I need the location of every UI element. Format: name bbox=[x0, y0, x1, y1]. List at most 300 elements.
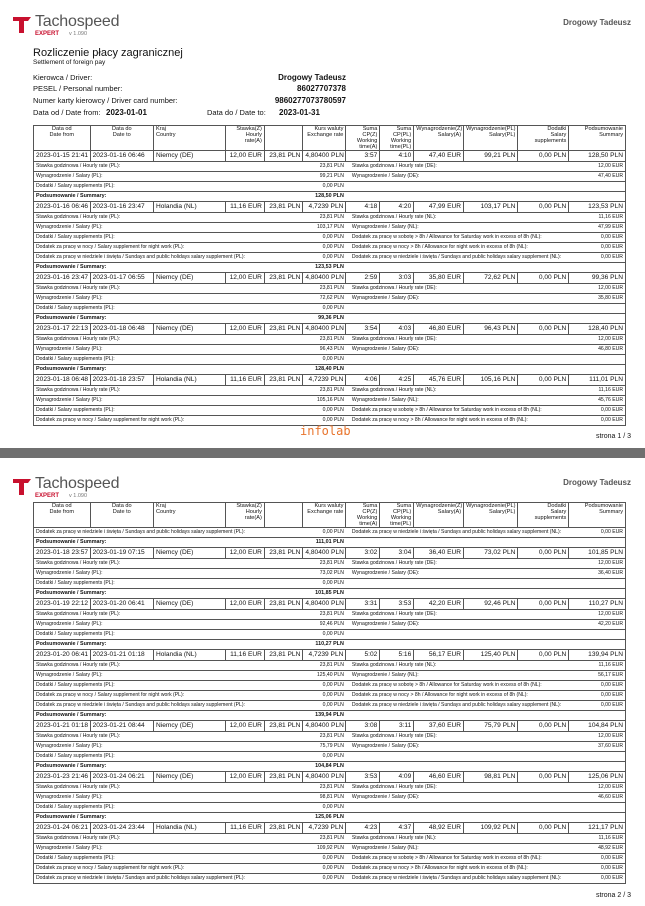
cell-sal-a: 56,17 EUR bbox=[414, 650, 464, 661]
cell-sal-a: 37,60 EUR bbox=[414, 721, 464, 732]
logo-title: Tachospeed bbox=[35, 13, 120, 30]
summary-row bbox=[34, 762, 626, 772]
summary-row bbox=[34, 640, 626, 650]
detail-value-foreign: 0,00 EUR bbox=[569, 253, 626, 263]
detail-value-pl: 0,00 PLN bbox=[303, 243, 346, 253]
logo-subtitle: EXPERT bbox=[35, 31, 60, 37]
detail-label-pl: Podsumowanie / Summary: bbox=[34, 762, 303, 772]
cell-fx: 4,80400 PLN bbox=[303, 273, 346, 284]
detail-label-foreign: Dodatek za pracę w sobotę > 8h / Allowance for Saturday work in excess of 8h (NL): bbox=[346, 854, 569, 864]
cell-sal-a: 45,76 EUR bbox=[414, 375, 464, 386]
cell-supp: 0,00 PLN bbox=[518, 202, 569, 213]
detail-label-pl: Stawka godzinowa / Hourly rate (PL): bbox=[34, 335, 303, 345]
detail-value-foreign: 0,00 EUR bbox=[569, 854, 626, 864]
table-row bbox=[34, 202, 626, 213]
detail-value-pl: 23,81 PLN bbox=[303, 834, 346, 844]
detail-value-foreign bbox=[569, 752, 626, 762]
detail-label-foreign bbox=[346, 630, 569, 640]
detail-value-foreign: 35,80 EUR bbox=[569, 294, 626, 304]
column-header-date-to: Data do Date to bbox=[90, 126, 153, 151]
summary-row bbox=[34, 263, 626, 273]
detail-value-pl: 101,85 PLN bbox=[303, 589, 346, 599]
detail-label-pl: Wynagrodzenie / Salary (PL): bbox=[34, 294, 303, 304]
column-header-summary: Podsumowanie Summary bbox=[569, 126, 626, 151]
detail-label-foreign: Wynagrodzenie / Salary (NL): bbox=[346, 671, 569, 681]
header-driver-name: Drogowy Tadeusz bbox=[563, 478, 631, 487]
column-header-work-pl: Suma CP(PL) Working time(PL) bbox=[380, 126, 414, 151]
detail-row bbox=[34, 681, 626, 691]
tachospeed-logo-icon bbox=[12, 476, 32, 496]
cell-time-pl: 3:04 bbox=[380, 548, 414, 559]
cell-to: 2023-01-18 06:48 bbox=[90, 324, 153, 335]
cell-sal-a: 46,60 EUR bbox=[414, 772, 464, 783]
cell-to: 2023-01-24 06:21 bbox=[90, 772, 153, 783]
date-from-label: Data od / Date from: bbox=[33, 108, 101, 117]
detail-label-foreign bbox=[346, 640, 569, 650]
detail-value-pl: 103,17 PLN bbox=[303, 223, 346, 233]
settlement-table-page-1 bbox=[33, 125, 626, 426]
detail-value-foreign: 0,00 EUR bbox=[569, 701, 626, 711]
detail-label-pl: Dodatek za pracę w nocy / Salary supplement for night work (PL): bbox=[34, 864, 303, 874]
column-header-country: Kraj Country bbox=[153, 126, 225, 151]
detail-value-foreign: 11,16 EUR bbox=[569, 213, 626, 223]
cell-fx: 4,80400 PLN bbox=[303, 599, 346, 610]
cell-from: 2023-01-18 23:57 bbox=[34, 548, 91, 559]
detail-value-foreign bbox=[569, 355, 626, 365]
cell-rate-pl: 23,81 PLN bbox=[264, 599, 302, 610]
cell-country: Niemcy (DE) bbox=[153, 599, 225, 610]
cell-sal-pl: 72,62 PLN bbox=[464, 273, 518, 284]
cell-rate-a: 12,00 EUR bbox=[226, 599, 264, 610]
detail-row bbox=[34, 406, 626, 416]
detail-value-foreign: 36,40 EUR bbox=[569, 569, 626, 579]
date-to-label: Data do / Date to: bbox=[207, 108, 266, 117]
cell-from: 2023-01-19 22:12 bbox=[34, 599, 91, 610]
detail-label-pl: Stawka godzinowa / Hourly rate (PL): bbox=[34, 213, 303, 223]
cell-sal-a: 47,40 EUR bbox=[414, 151, 464, 162]
report-page-1 bbox=[0, 0, 645, 448]
detail-value-foreign bbox=[569, 762, 626, 772]
detail-row bbox=[34, 732, 626, 742]
card-value: 9860277073780597 bbox=[274, 96, 346, 105]
detail-row bbox=[34, 386, 626, 396]
settlement-table-page-2 bbox=[33, 502, 626, 884]
detail-label-foreign: Dodatek za pracę w sobotę > 8h / Allowance for Saturday work in excess of 8h (NL): bbox=[346, 406, 569, 416]
cell-to: 2023-01-21 08:44 bbox=[90, 721, 153, 732]
detail-value-pl: 92,46 PLN bbox=[303, 620, 346, 630]
page-number: strona 2 / 3 bbox=[595, 892, 631, 899]
detail-row bbox=[34, 671, 626, 681]
cell-fx: 4,80400 PLN bbox=[303, 721, 346, 732]
cell-sal-a: 36,40 EUR bbox=[414, 548, 464, 559]
cell-supp: 0,00 PLN bbox=[518, 772, 569, 783]
cell-rate-a: 11,16 EUR bbox=[226, 202, 264, 213]
detail-label-pl: Dodatek za pracę w niedziele i święta / Sundays and public holidays salary supplement (PL): bbox=[34, 874, 303, 884]
summary-row bbox=[34, 365, 626, 375]
detail-value-foreign: 0,00 EUR bbox=[569, 233, 626, 243]
table-row bbox=[34, 772, 626, 783]
detail-value-pl: 23,81 PLN bbox=[303, 732, 346, 742]
cell-sal-pl: 92,46 PLN bbox=[464, 599, 518, 610]
detail-label-foreign: Stawka godzinowa / Hourly rate (NL): bbox=[346, 213, 569, 223]
cell-time-a: 4:06 bbox=[346, 375, 380, 386]
detail-row bbox=[34, 233, 626, 243]
cell-sum: 101,85 PLN bbox=[569, 548, 626, 559]
detail-label-foreign bbox=[346, 365, 569, 375]
detail-value-foreign bbox=[569, 640, 626, 650]
detail-label-foreign: Wynagrodzenie / Salary (DE): bbox=[346, 172, 569, 182]
detail-label-foreign: Stawka godzinowa / Hourly rate (NL): bbox=[346, 386, 569, 396]
detail-label-pl: Podsumowanie / Summary: bbox=[34, 711, 303, 721]
detail-row bbox=[34, 304, 626, 314]
cell-sum: 128,40 PLN bbox=[569, 324, 626, 335]
cell-time-pl: 3:03 bbox=[380, 273, 414, 284]
detail-value-pl: 0,00 PLN bbox=[303, 406, 346, 416]
detail-label-foreign bbox=[346, 589, 569, 599]
detail-label-foreign: Stawka godzinowa / Hourly rate (DE): bbox=[346, 162, 569, 172]
detail-label-pl: Podsumowanie / Summary: bbox=[34, 263, 303, 273]
detail-label-pl: Dodatki / Salary supplements (PL): bbox=[34, 233, 303, 243]
detail-label-foreign bbox=[346, 579, 569, 589]
table-row bbox=[34, 375, 626, 386]
detail-row bbox=[34, 610, 626, 620]
detail-value-pl: 23,81 PLN bbox=[303, 661, 346, 671]
detail-value-pl: 128,40 PLN bbox=[303, 365, 346, 375]
detail-label-foreign bbox=[346, 263, 569, 273]
column-header-supplements: Dodatki Salary supplements bbox=[518, 503, 569, 528]
detail-label-pl: Wynagrodzenie / Salary (PL): bbox=[34, 620, 303, 630]
column-header-hourly-eur: Stawka(Z) Hourly rate(A) bbox=[226, 503, 264, 528]
detail-label-foreign: Wynagrodzenie / Salary (DE): bbox=[346, 569, 569, 579]
cell-fx: 4,7239 PLN bbox=[303, 650, 346, 661]
cell-fx: 4,7239 PLN bbox=[303, 202, 346, 213]
detail-value-pl: 23,81 PLN bbox=[303, 335, 346, 345]
detail-value-foreign bbox=[569, 314, 626, 324]
detail-value-foreign bbox=[569, 630, 626, 640]
detail-value-pl: 23,81 PLN bbox=[303, 162, 346, 172]
detail-label-pl: Podsumowanie / Summary: bbox=[34, 813, 303, 823]
detail-value-pl: 0,00 PLN bbox=[303, 182, 346, 192]
summary-row bbox=[34, 813, 626, 823]
logo-version: v 1.090 bbox=[69, 31, 88, 37]
logo-subtitle: EXPERT bbox=[35, 493, 60, 499]
detail-value-foreign: 12,00 EUR bbox=[569, 162, 626, 172]
detail-value-pl: 0,00 PLN bbox=[303, 752, 346, 762]
detail-label-foreign bbox=[346, 762, 569, 772]
detail-label-foreign: Dodatek za pracę w sobotę > 8h / Allowance for Saturday work in excess of 8h (NL): bbox=[346, 233, 569, 243]
cell-from: 2023-01-24 06:21 bbox=[34, 823, 91, 834]
date-from-value: 2023-01-01 bbox=[106, 108, 147, 117]
cell-time-pl: 4:37 bbox=[380, 823, 414, 834]
detail-label-foreign: Dodatek za pracę w niedziele i święta / Sundays and public holidays salary supplement (NL): bbox=[346, 874, 569, 884]
detail-label-pl: Dodatki / Salary supplements (PL): bbox=[34, 752, 303, 762]
detail-value-pl: 0,00 PLN bbox=[303, 253, 346, 263]
cell-country: Holandia (NL) bbox=[153, 375, 225, 386]
detail-value-pl: 125,06 PLN bbox=[303, 813, 346, 823]
cell-to: 2023-01-21 01:18 bbox=[90, 650, 153, 661]
cell-sal-pl: 109,92 PLN bbox=[464, 823, 518, 834]
tachospeed-logo bbox=[12, 12, 122, 42]
table-row bbox=[34, 324, 626, 335]
cell-to: 2023-01-16 06:46 bbox=[90, 151, 153, 162]
cell-country: Niemcy (DE) bbox=[153, 324, 225, 335]
cell-to: 2023-01-20 06:41 bbox=[90, 599, 153, 610]
detail-value-foreign bbox=[569, 579, 626, 589]
cell-country: Niemcy (DE) bbox=[153, 151, 225, 162]
cell-rate-pl: 23,81 PLN bbox=[264, 375, 302, 386]
detail-label-foreign: Stawka godzinowa / Hourly rate (DE): bbox=[346, 783, 569, 793]
detail-label-pl: Dodatek za pracę w nocy / Salary supplement for night work (PL): bbox=[34, 691, 303, 701]
detail-label-pl: Stawka godzinowa / Hourly rate (PL): bbox=[34, 386, 303, 396]
detail-row bbox=[34, 559, 626, 569]
detail-row bbox=[34, 223, 626, 233]
detail-value-pl: 0,00 PLN bbox=[303, 355, 346, 365]
table-row bbox=[34, 721, 626, 732]
table-header-row bbox=[34, 126, 626, 151]
detail-value-pl: 139,94 PLN bbox=[303, 711, 346, 721]
cell-fx: 4,7239 PLN bbox=[303, 375, 346, 386]
detail-label-pl: Wynagrodzenie / Salary (PL): bbox=[34, 172, 303, 182]
cell-from: 2023-01-23 21:46 bbox=[34, 772, 91, 783]
detail-value-pl: 105,16 PLN bbox=[303, 396, 346, 406]
detail-value-pl: 125,40 PLN bbox=[303, 671, 346, 681]
column-header-hourly-eur: Stawka(Z) Hourly rate(A) bbox=[226, 126, 264, 151]
detail-label-pl: Dodatki / Salary supplements (PL): bbox=[34, 803, 303, 813]
document-title: Rozliczenie płacy zagranicznej bbox=[33, 47, 183, 59]
detail-label-foreign bbox=[346, 538, 569, 548]
detail-label-foreign: Dodatek za pracę w nocy > 8h / Allowance for night work in excess of 8h (NL): bbox=[346, 864, 569, 874]
detail-value-foreign: 12,00 EUR bbox=[569, 732, 626, 742]
cell-sal-pl: 75,79 PLN bbox=[464, 721, 518, 732]
cell-supp: 0,00 PLN bbox=[518, 721, 569, 732]
detail-label-pl: Wynagrodzenie / Salary (PL): bbox=[34, 844, 303, 854]
detail-label-pl: Wynagrodzenie / Salary (PL): bbox=[34, 223, 303, 233]
detail-label-pl: Podsumowanie / Summary: bbox=[34, 538, 303, 548]
cell-time-a: 4:23 bbox=[346, 823, 380, 834]
detail-label-foreign bbox=[346, 752, 569, 762]
detail-value-foreign: 0,00 EUR bbox=[569, 528, 626, 538]
detail-label-pl: Podsumowanie / Summary: bbox=[34, 365, 303, 375]
cell-time-pl: 4:20 bbox=[380, 202, 414, 213]
column-header-exchange: Kurs waluty Exchange rate bbox=[303, 503, 346, 528]
detail-label-foreign bbox=[346, 304, 569, 314]
cell-to: 2023-01-17 06:55 bbox=[90, 273, 153, 284]
detail-label-pl: Dodatek za pracę w nocy / Salary supplement for night work (PL): bbox=[34, 416, 303, 426]
cell-sal-pl: 103,17 PLN bbox=[464, 202, 518, 213]
detail-value-foreign: 56,17 EUR bbox=[569, 671, 626, 681]
detail-row bbox=[34, 213, 626, 223]
detail-label-pl: Dodatek za pracę w niedziele i święta / Sundays and public holidays salary supplement (PL): bbox=[34, 701, 303, 711]
cell-rate-a: 12,00 EUR bbox=[226, 772, 264, 783]
detail-value-pl: 111,01 PLN bbox=[303, 538, 346, 548]
summary-row bbox=[34, 192, 626, 202]
column-header-supplements: Dodatki Salary supplements bbox=[518, 126, 569, 151]
detail-value-foreign bbox=[569, 365, 626, 375]
detail-label-foreign: Wynagrodzenie / Salary (DE): bbox=[346, 294, 569, 304]
detail-value-foreign: 0,00 EUR bbox=[569, 406, 626, 416]
detail-label-pl: Wynagrodzenie / Salary (PL): bbox=[34, 742, 303, 752]
cell-from: 2023-01-18 06:48 bbox=[34, 375, 91, 386]
detail-label-foreign: Wynagrodzenie / Salary (NL): bbox=[346, 396, 569, 406]
detail-label-pl: Wynagrodzenie / Salary (PL): bbox=[34, 671, 303, 681]
detail-row bbox=[34, 253, 626, 263]
cell-time-pl: 4:10 bbox=[380, 151, 414, 162]
table-row bbox=[34, 599, 626, 610]
cell-from: 2023-01-21 01:18 bbox=[34, 721, 91, 732]
detail-label-foreign bbox=[346, 711, 569, 721]
cell-to: 2023-01-19 07:15 bbox=[90, 548, 153, 559]
detail-label-pl: Podsumowanie / Summary: bbox=[34, 192, 303, 202]
detail-row bbox=[34, 701, 626, 711]
column-header-date-from: Data od Date from bbox=[34, 503, 91, 528]
detail-row bbox=[34, 752, 626, 762]
cell-sal-a: 46,80 EUR bbox=[414, 324, 464, 335]
summary-row bbox=[34, 314, 626, 324]
detail-label-pl: Stawka godzinowa / Hourly rate (PL): bbox=[34, 559, 303, 569]
detail-label-pl: Dodatek za pracę w niedziele i święta / Sundays and public holidays salary supplement (PL): bbox=[34, 528, 303, 538]
cell-fx: 4,80400 PLN bbox=[303, 548, 346, 559]
column-header-exchange: Kurs waluty Exchange rate bbox=[303, 126, 346, 151]
cell-fx: 4,80400 PLN bbox=[303, 151, 346, 162]
detail-label-pl: Dodatki / Salary supplements (PL): bbox=[34, 304, 303, 314]
cell-to: 2023-01-18 23:57 bbox=[90, 375, 153, 386]
detail-value-pl: 72,62 PLN bbox=[303, 294, 346, 304]
detail-value-pl: 109,92 PLN bbox=[303, 844, 346, 854]
detail-label-pl: Dodatki / Salary supplements (PL): bbox=[34, 681, 303, 691]
date-to-value: 2023-01-31 bbox=[279, 108, 320, 117]
cell-supp: 0,00 PLN bbox=[518, 548, 569, 559]
detail-value-pl: 0,00 PLN bbox=[303, 803, 346, 813]
detail-value-foreign bbox=[569, 711, 626, 721]
detail-row bbox=[34, 284, 626, 294]
detail-label-pl: Podsumowanie / Summary: bbox=[34, 640, 303, 650]
cell-rate-pl: 23,81 PLN bbox=[264, 772, 302, 783]
detail-row bbox=[34, 793, 626, 803]
card-label: Numer karty kierowcy / Driver card number: bbox=[33, 96, 178, 105]
column-header-work-z: Suma CP(Z) Working time(A) bbox=[346, 126, 380, 151]
pesel-value: 86027707378 bbox=[297, 84, 346, 93]
detail-row bbox=[34, 182, 626, 192]
detail-label-foreign: Stawka godzinowa / Hourly rate (NL): bbox=[346, 834, 569, 844]
header-driver-name: Drogowy Tadeusz bbox=[563, 18, 631, 27]
cell-from: 2023-01-16 23:47 bbox=[34, 273, 91, 284]
cell-time-a: 3:02 bbox=[346, 548, 380, 559]
detail-value-pl: 23,81 PLN bbox=[303, 284, 346, 294]
detail-label-pl: Dodatki / Salary supplements (PL): bbox=[34, 182, 303, 192]
detail-label-foreign bbox=[346, 803, 569, 813]
column-header-summary: Podsumowanie Summary bbox=[569, 503, 626, 528]
cell-supp: 0,00 PLN bbox=[518, 823, 569, 834]
detail-label-pl: Wynagrodzenie / Salary (PL): bbox=[34, 396, 303, 406]
detail-value-foreign bbox=[569, 263, 626, 273]
cell-country: Holandia (NL) bbox=[153, 823, 225, 834]
cell-fx: 4,7239 PLN bbox=[303, 823, 346, 834]
detail-label-foreign bbox=[346, 182, 569, 192]
detail-value-pl: 23,81 PLN bbox=[303, 559, 346, 569]
cell-time-pl: 3:11 bbox=[380, 721, 414, 732]
table-row bbox=[34, 273, 626, 284]
detail-value-pl: 104,84 PLN bbox=[303, 762, 346, 772]
detail-label-pl: Podsumowanie / Summary: bbox=[34, 589, 303, 599]
cell-sum: 128,50 PLN bbox=[569, 151, 626, 162]
cell-sal-a: 47,99 EUR bbox=[414, 202, 464, 213]
detail-row bbox=[34, 579, 626, 589]
cell-sal-pl: 99,21 PLN bbox=[464, 151, 518, 162]
detail-value-foreign: 12,00 EUR bbox=[569, 284, 626, 294]
detail-label-pl: Stawka godzinowa / Hourly rate (PL): bbox=[34, 732, 303, 742]
detail-row bbox=[34, 396, 626, 406]
detail-row bbox=[34, 243, 626, 253]
detail-label-pl: Dodatki / Salary supplements (PL): bbox=[34, 854, 303, 864]
cell-country: Holandia (NL) bbox=[153, 202, 225, 213]
detail-label-pl: Wynagrodzenie / Salary (PL): bbox=[34, 569, 303, 579]
detail-value-foreign bbox=[569, 192, 626, 202]
detail-label-pl: Dodatek za pracę w niedziele i święta / Sundays and public holidays salary supplement (PL): bbox=[34, 253, 303, 263]
detail-label-pl: Stawka godzinowa / Hourly rate (PL): bbox=[34, 661, 303, 671]
cell-rate-pl: 23,81 PLN bbox=[264, 548, 302, 559]
column-header-date-to: Data do Date to bbox=[90, 503, 153, 528]
detail-value-pl: 23,81 PLN bbox=[303, 783, 346, 793]
cell-time-a: 4:18 bbox=[346, 202, 380, 213]
detail-label-pl: Dodatki / Salary supplements (PL): bbox=[34, 355, 303, 365]
pesel-label: PESEL / Personal number: bbox=[33, 84, 123, 93]
detail-row bbox=[34, 172, 626, 182]
detail-value-foreign: 0,00 EUR bbox=[569, 691, 626, 701]
detail-value-foreign: 12,00 EUR bbox=[569, 335, 626, 345]
cell-rate-a: 12,00 EUR bbox=[226, 273, 264, 284]
cell-supp: 0,00 PLN bbox=[518, 324, 569, 335]
cell-rate-a: 11,16 EUR bbox=[226, 823, 264, 834]
detail-value-foreign: 11,16 EUR bbox=[569, 661, 626, 671]
detail-label-pl: Wynagrodzenie / Salary (PL): bbox=[34, 793, 303, 803]
driver-value: Drogowy Tadeusz bbox=[278, 73, 346, 82]
detail-label-foreign: Dodatek za pracę w nocy > 8h / Allowance for night work in excess of 8h (NL): bbox=[346, 416, 569, 426]
column-header-salary-pl: Wynagrodzenie(PL) Salary(PL) bbox=[464, 503, 518, 528]
detail-value-pl: 0,00 PLN bbox=[303, 528, 346, 538]
detail-value-pl: 0,00 PLN bbox=[303, 701, 346, 711]
cell-country: Niemcy (DE) bbox=[153, 721, 225, 732]
detail-value-foreign bbox=[569, 813, 626, 823]
cell-sal-a: 48,92 EUR bbox=[414, 823, 464, 834]
detail-value-foreign: 45,76 EUR bbox=[569, 396, 626, 406]
detail-value-foreign bbox=[569, 803, 626, 813]
detail-label-foreign: Dodatek za pracę w niedziele i święta / Sundays and public holidays salary supplement (NL): bbox=[346, 253, 569, 263]
cell-rate-pl: 23,81 PLN bbox=[264, 721, 302, 732]
detail-value-pl: 98,81 PLN bbox=[303, 793, 346, 803]
detail-value-pl: 0,00 PLN bbox=[303, 579, 346, 589]
detail-label-foreign: Dodatek za pracę w nocy > 8h / Allowance for night work in excess of 8h (NL): bbox=[346, 243, 569, 253]
detail-value-foreign: 47,40 EUR bbox=[569, 172, 626, 182]
cell-rate-a: 12,00 EUR bbox=[226, 324, 264, 335]
detail-label-foreign: Dodatek za pracę w nocy > 8h / Allowance for night work in excess of 8h (NL): bbox=[346, 691, 569, 701]
cell-rate-a: 12,00 EUR bbox=[226, 151, 264, 162]
detail-row bbox=[34, 294, 626, 304]
detail-label-foreign: Wynagrodzenie / Salary (DE): bbox=[346, 620, 569, 630]
detail-row bbox=[34, 783, 626, 793]
column-header-date-from: Data od Date from bbox=[34, 126, 91, 151]
cell-sum: 139,94 PLN bbox=[569, 650, 626, 661]
summary-row bbox=[34, 538, 626, 548]
detail-value-pl: 99,36 PLN bbox=[303, 314, 346, 324]
cell-time-pl: 3:53 bbox=[380, 599, 414, 610]
cell-sal-pl: 98,81 PLN bbox=[464, 772, 518, 783]
detail-value-pl: 123,53 PLN bbox=[303, 263, 346, 273]
summary-row bbox=[34, 711, 626, 721]
cell-time-a: 3:54 bbox=[346, 324, 380, 335]
detail-label-foreign: Dodatek za pracę w niedziele i święta / Sundays and public holidays salary supplement (NL): bbox=[346, 701, 569, 711]
detail-label-pl: Dodatki / Salary supplements (PL): bbox=[34, 630, 303, 640]
cell-from: 2023-01-16 06:46 bbox=[34, 202, 91, 213]
